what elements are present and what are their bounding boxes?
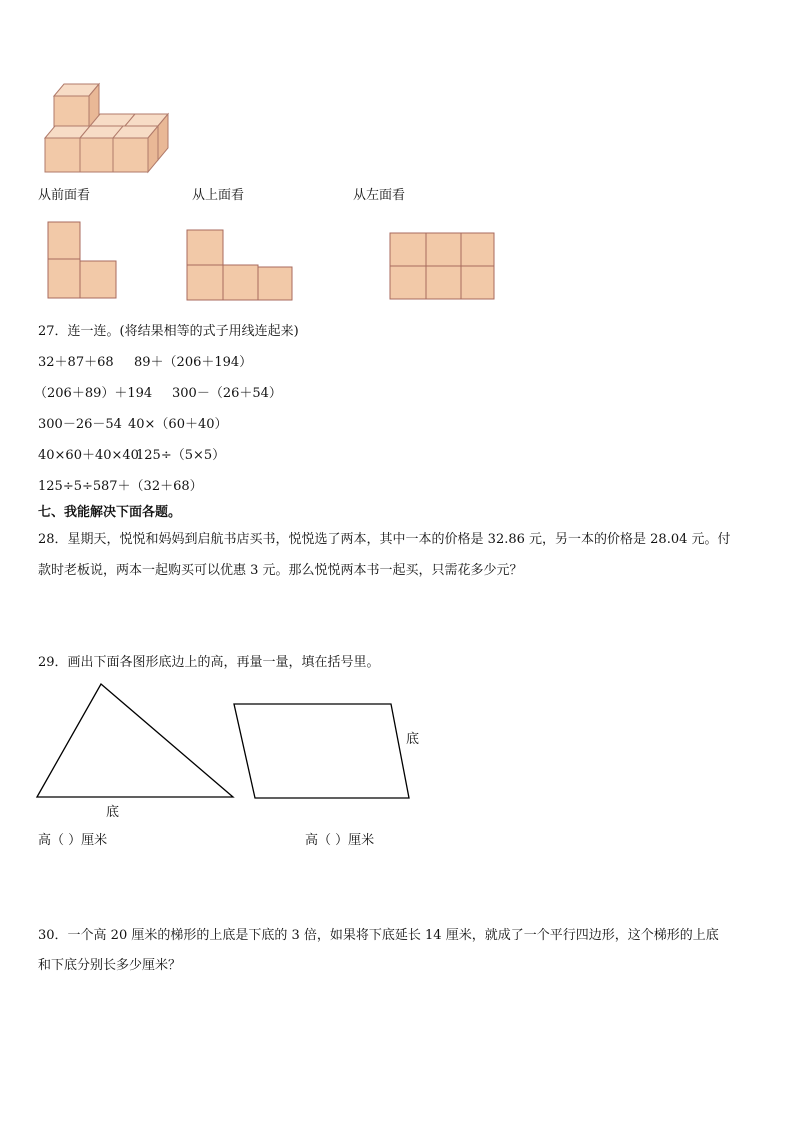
q27-right-4: 125÷（5×5） [136,448,226,463]
cube-back-row [90,114,168,160]
q27-left-2: （206＋89）＋194 [34,386,153,401]
q27-right-3: 40×（60＋40） [128,417,228,432]
q27-right-1: 89＋（206＋194） [134,355,253,370]
section-7-title: 七、我能解决下面各题。 [38,505,182,520]
q27-right-2: 300－（26＋54） [172,386,282,401]
q28-line-2: 款时老板说，两本一起购买可以优惠 3 元。那么悦悦两本书一起买，只需花多少元？ [38,563,523,578]
q27-title: 27．连一连。(将结果相等的式子用线连起来) [38,324,299,339]
q27-left-5: 125÷5÷5 [38,479,102,494]
front-view-figure [48,222,116,298]
q29-answer-left: 高（ ）厘米 [38,833,108,848]
cube-top-stacked [54,84,99,130]
q28-line-1: 28．星期天，悦悦和妈妈到启航书店买书，悦悦选了两本，其中一本的价格是 32.86 元，另一本的价格是 28.04 元。付 [38,532,731,547]
q27-right-5: 87＋（32＋68） [101,479,203,494]
top-view-label: 从上面看 [192,188,245,203]
front-view-label: 从前面看 [38,188,91,203]
q27-left-1: 32＋87＋68 [38,355,114,370]
q27-left-4: 40×60＋40×40 [38,448,139,463]
q30-line-2: 和下底分别长多少厘米？ [38,958,182,973]
triangle-shape [37,684,233,797]
triangle-base-label: 底 [106,805,120,820]
q30-line-1: 30．一个高 20 厘米的梯形的上底是下底的 3 倍，如果将下底延长 14 厘米，就成了一个平行四边形，这个梯形的上底 [38,928,719,943]
left-view-label: 从左面看 [353,188,406,203]
parallelogram-base-label: 底 [406,732,420,747]
top-view-figure [187,230,292,300]
parallelogram-shape [234,704,409,798]
cube-front-row [45,126,158,172]
q29-title: 29．画出下面各图形底边上的高，再量一量，填在括号里。 [38,655,380,670]
left-view-figure [390,233,494,299]
q27-left-3: 300－26－54 [38,417,122,432]
q29-answer-right: 高（ ）厘米 [305,833,375,848]
